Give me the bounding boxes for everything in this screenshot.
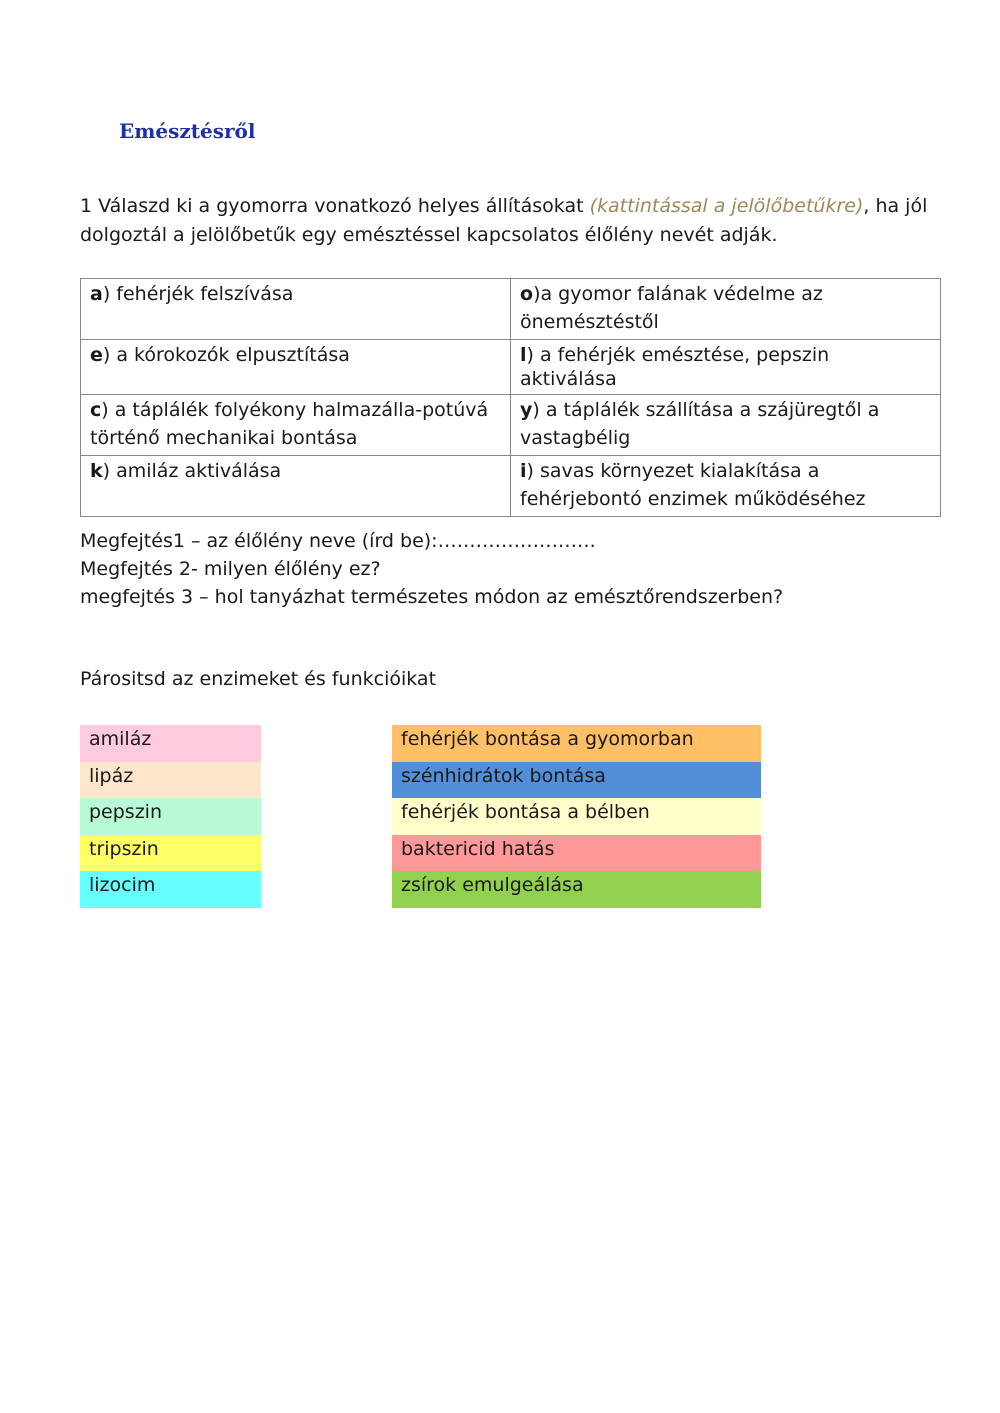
option-letter-k[interactable]: k [90, 460, 103, 482]
enzyme-item-amilaz[interactable]: amiláz [80, 725, 261, 762]
statement-text: ) savas környezet kialakítása a fehérjebontó enzimek működéséhez [520, 460, 866, 510]
function-item-carbohydrate[interactable]: szénhidrátok bontása [392, 762, 761, 799]
function-item-bactericide[interactable]: baktericid hatás [392, 835, 761, 872]
page-title: Emésztésről [119, 119, 256, 143]
pairing-title: Párositsd az enzimeket és funkcióikat [80, 668, 437, 690]
task-instruction [80, 192, 950, 250]
statement-cell [81, 456, 511, 517]
table-row [81, 340, 941, 395]
enzyme-item-lizocim[interactable]: lizocim [80, 871, 261, 908]
solution-section [80, 527, 783, 611]
solution-line-2: Megfejtés 2- milyen élőlény ez? [80, 558, 381, 580]
solution-line-3: megfejtés 3 – hol tanyázhat természetes módon az emésztőrendszerben? [80, 586, 784, 608]
statement-cell [81, 279, 511, 340]
statement-text: ) amiláz aktiválása [102, 460, 282, 482]
statement-text: )a gyomor falának védelme az önemésztéstől [520, 283, 823, 333]
option-letter-y[interactable]: y [520, 399, 533, 421]
statement-text: ) a táplálék folyékony halmazálla-potúvá történő mechanikai bontása [90, 399, 489, 449]
statement-cell [81, 340, 511, 395]
statement-cell [511, 456, 941, 517]
statement-text: ) a kórokozók elpusztítása [102, 344, 350, 366]
function-column [392, 725, 761, 908]
enzyme-column [80, 725, 261, 908]
statement-text: ) a fehérjék emésztése, pepszin aktiválása [520, 344, 830, 390]
statement-cell [511, 340, 941, 395]
statement-cell [511, 395, 941, 456]
statement-text: ) fehérjék felszívása [102, 283, 294, 305]
instruction-text-end: , ha jól dolgoztál a jelölőbetűk egy emésztéssel kapcsolatos élőlény nevét adják. [80, 195, 928, 246]
table-row [81, 456, 941, 517]
statement-cell [81, 395, 511, 456]
solution-line-1: Megfejtés1 – az élőlény neve (írd be):……………………. [80, 530, 596, 552]
function-item-protein-stomach[interactable]: fehérjék bontása a gyomorban [392, 725, 761, 762]
instruction-hint: (kattintással a jelölőbetűkre) [589, 195, 864, 217]
function-item-protein-intestine[interactable]: fehérjék bontása a bélben [392, 798, 761, 835]
table-row [81, 395, 941, 456]
option-letter-c[interactable]: c [90, 399, 102, 421]
option-letter-o[interactable]: o [520, 283, 534, 305]
enzyme-item-lipaz[interactable]: lipáz [80, 762, 261, 799]
enzyme-item-pepszin[interactable]: pepszin [80, 798, 261, 835]
statement-cell [511, 279, 941, 340]
function-item-fat-emulsion[interactable]: zsírok emulgeálása [392, 871, 761, 908]
option-letter-e[interactable]: e [90, 344, 103, 366]
option-letter-l[interactable]: l [520, 344, 527, 366]
enzyme-item-tripszin[interactable]: tripszin [80, 835, 261, 872]
table-row [81, 279, 941, 340]
statement-table [80, 278, 941, 517]
statement-text: ) a táplálék szállítása a szájüregtől a vastagbélig [520, 399, 880, 449]
option-letter-a[interactable]: a [90, 283, 103, 305]
instruction-text: 1 Válaszd ki a gyomorra vonatkozó helyes állításokat [80, 195, 590, 217]
option-letter-i[interactable]: i [520, 460, 527, 482]
